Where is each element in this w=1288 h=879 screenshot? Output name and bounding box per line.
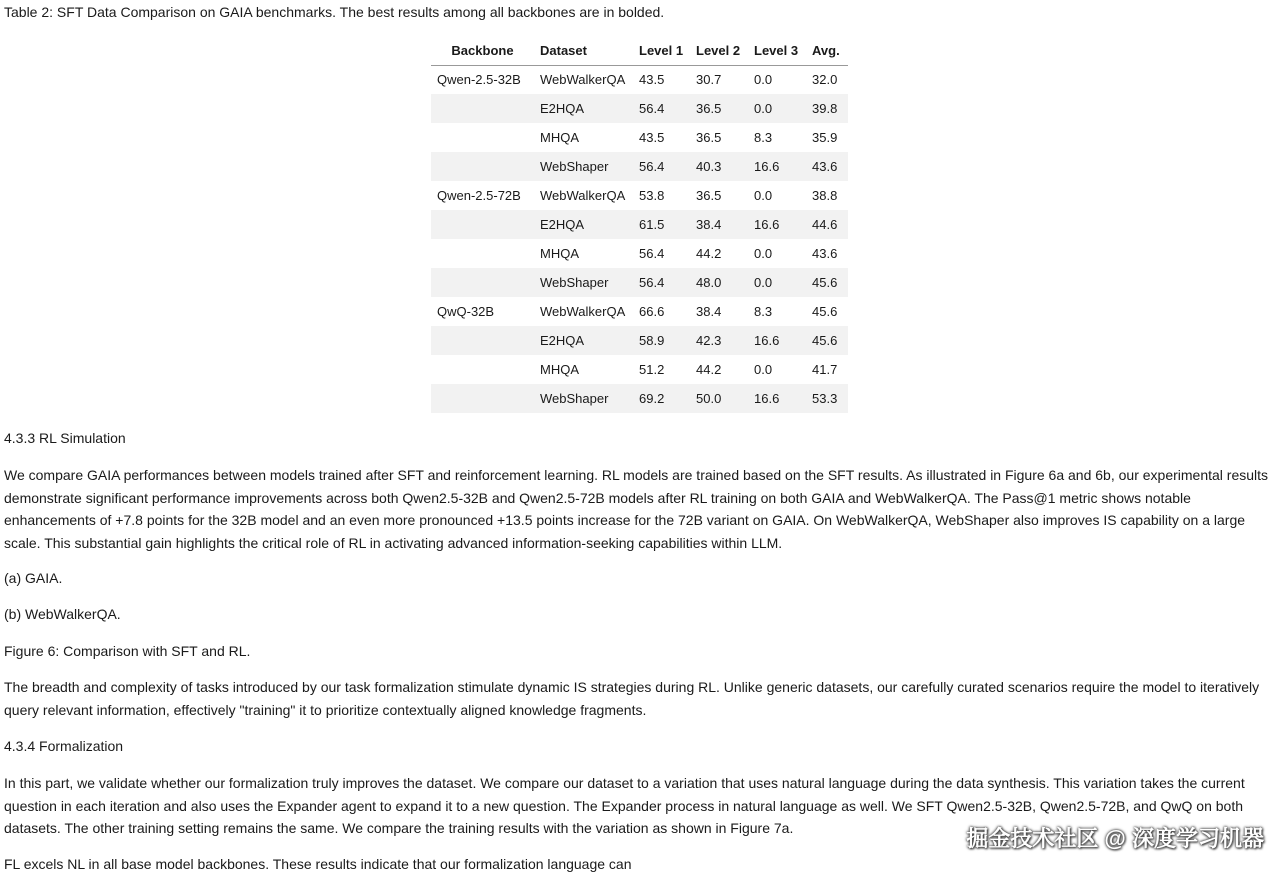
cell-level1: 43.5: [639, 130, 665, 145]
cell-level1: 56.4: [639, 246, 665, 261]
cell-backbone: [431, 210, 534, 239]
cell-backbone: [431, 355, 534, 384]
cell-avg: 35.9: [812, 130, 838, 145]
cell-dataset: MHQA: [540, 362, 579, 377]
paragraph-fl-excels: FL excels NL in all base model backbones. These results indicate that our formalization language can: [4, 856, 632, 872]
cell-level1: 56.4: [633, 94, 690, 123]
cell-level2: 42.3: [690, 326, 748, 355]
cell-level1: 69.2: [633, 384, 690, 413]
paragraph-task-breadth: The breadth and complexity of tasks introduced by our task formalization stimulate dynamic IS strategies during RL. Unlike generic datasets, our carefully curated scenarios require the model to iteratively query relevant information, effectively "training" it to prioritize contextually aligned knowledge fragments.: [4, 679, 1260, 718]
cell-dataset: WebWalkerQA: [540, 304, 626, 319]
cell-avg: 44.6: [806, 210, 848, 239]
cell-backbone: [431, 123, 534, 152]
cell-level3: 0.0: [754, 362, 773, 377]
section-heading-rl-simulation: 4.3.3 RL Simulation: [4, 430, 126, 446]
cell-level3: 16.6: [748, 152, 806, 181]
cell-avg: 41.7: [812, 362, 838, 377]
cell-dataset: MHQA: [540, 246, 579, 261]
cell-level1: 66.6: [639, 304, 665, 319]
cell-level1: 53.8: [639, 188, 665, 203]
results-table: [431, 37, 848, 413]
cell-level2: 40.3: [690, 152, 748, 181]
cell-level2: 44.2: [696, 362, 722, 377]
cell-backbone: [431, 384, 534, 413]
cell-dataset: WebShaper: [534, 384, 633, 413]
table-row: [431, 239, 848, 268]
cell-level3: 0.0: [754, 246, 773, 261]
cell-level2: 36.5: [690, 94, 748, 123]
table-header-row: [431, 37, 848, 65]
table-row: [431, 326, 848, 355]
cell-avg: 39.8: [806, 94, 848, 123]
subfigure-caption-gaia: (a) GAIA.: [4, 570, 63, 586]
watermark: 掘金技术社区 @ 深度学习机器: [966, 826, 1264, 851]
cell-dataset: E2HQA: [534, 210, 633, 239]
cell-level3: 8.3: [754, 304, 773, 319]
cell-avg: 45.6: [812, 304, 838, 319]
cell-level3: 16.6: [748, 384, 806, 413]
paragraph-formalization: In this part, we validate whether our formalization truly improves the dataset. We compare our dataset to a variation that uses natural language during the data synthesis. This variation takes the current question in each iteration and also uses the Expander agent to expand it to a new question. The Expander process in natural language as well. We SFT Qwen2.5-32B, Qwen2.5-72B, and QwQ on both datasets. The other training setting remains the same. We compare the training results with the variation as shown in Figure 7a.: [4, 775, 1245, 836]
cell-backbone: Qwen-2.5-72B: [437, 188, 521, 203]
header-level3: Level 3: [748, 37, 806, 65]
cell-avg: 45.6: [806, 326, 848, 355]
cell-avg: 32.0: [812, 72, 838, 88]
header-level1: Level 1: [633, 37, 690, 65]
cell-level1: 58.9: [633, 326, 690, 355]
cell-backbone: Qwen-2.5-32B: [437, 72, 521, 88]
cell-level1: 56.4: [633, 268, 690, 297]
cell-level2: 38.4: [690, 210, 748, 239]
table-row: [431, 152, 848, 181]
cell-avg: 45.6: [806, 268, 848, 297]
cell-level1: 56.4: [633, 152, 690, 181]
cell-level2: 48.0: [690, 268, 748, 297]
table-row: [431, 297, 848, 326]
cell-level3: 8.3: [754, 130, 773, 145]
header-dataset: Dataset: [534, 37, 633, 65]
paragraph-rl-simulation: We compare GAIA performances between models trained after SFT and reinforcement learning. RL models are trained based on the SFT results. As illustrated in Figure 6a and 6b, our experimental results demonstrate significant performance improvements across both Qwen2.5-32B and Qwen2.5-72B models after RL training on both GAIA and WebWalkerQA. The Pass@1 metric shows notable enhancements of +7.8 points for the 32B model and an even more pronounced +13.5 points increase for the 72B variant on GAIA. On WebWalkerQA, WebShaper also improves IS capability on a large scale. This substantial gain highlights the critical role of RL in activating advanced information-seeking capabilities within LLM.: [4, 467, 1269, 551]
cell-avg: 43.6: [806, 152, 848, 181]
table-row: [431, 268, 848, 297]
cell-dataset: WebShaper: [534, 268, 633, 297]
table-row: [431, 210, 848, 239]
cell-level3: 0.0: [748, 94, 806, 123]
section-heading-formalization: 4.3.4 Formalization: [4, 738, 124, 754]
cell-level1: 61.5: [633, 210, 690, 239]
cell-avg: 53.3: [806, 384, 848, 413]
table-row: [431, 94, 848, 123]
cell-level3: 0.0: [748, 268, 806, 297]
cell-dataset: E2HQA: [534, 94, 633, 123]
subfigure-caption-webwalkerqa: (b) WebWalkerQA.: [4, 606, 121, 622]
cell-backbone: [431, 326, 534, 355]
cell-dataset: WebWalkerQA: [540, 72, 626, 88]
cell-backbone: [431, 152, 534, 181]
cell-level1: 51.2: [639, 362, 665, 377]
cell-level3: 0.0: [754, 188, 773, 203]
cell-level2: 30.7: [696, 72, 722, 88]
table-caption: Table 2: SFT Data Comparison on GAIA benchmarks. The best results among all backbones are in bolded.: [4, 4, 665, 20]
cell-level2: 50.0: [690, 384, 748, 413]
cell-backbone: [431, 94, 534, 123]
cell-dataset: WebWalkerQA: [540, 188, 626, 203]
cell-level3: 0.0: [754, 72, 773, 88]
table-row: [431, 355, 848, 384]
cell-dataset: WebShaper: [534, 152, 633, 181]
cell-level2: 36.5: [696, 130, 722, 145]
cell-level2: 36.5: [696, 188, 722, 203]
cell-avg: 43.6: [812, 246, 838, 261]
cell-level2: 44.2: [696, 246, 722, 261]
header-backbone: Backbone: [431, 37, 534, 65]
table-row: [431, 123, 848, 152]
cell-backbone: [431, 268, 534, 297]
figure-caption: Figure 6: Comparison with SFT and RL.: [4, 643, 251, 659]
cell-level3: 16.6: [748, 210, 806, 239]
cell-level2: 38.4: [696, 304, 722, 319]
table-row: [431, 384, 848, 413]
cell-level3: 16.6: [748, 326, 806, 355]
cell-dataset: MHQA: [540, 130, 579, 145]
header-avg: Avg.: [806, 37, 848, 65]
cell-avg: 38.8: [812, 188, 838, 203]
header-level2: Level 2: [690, 37, 748, 65]
table-row: [431, 181, 848, 210]
cell-backbone: QwQ-32B: [437, 304, 495, 319]
cell-level1: 43.5: [639, 72, 665, 88]
table-row: [431, 65, 848, 94]
cell-backbone: [431, 239, 534, 268]
cell-dataset: E2HQA: [534, 326, 633, 355]
